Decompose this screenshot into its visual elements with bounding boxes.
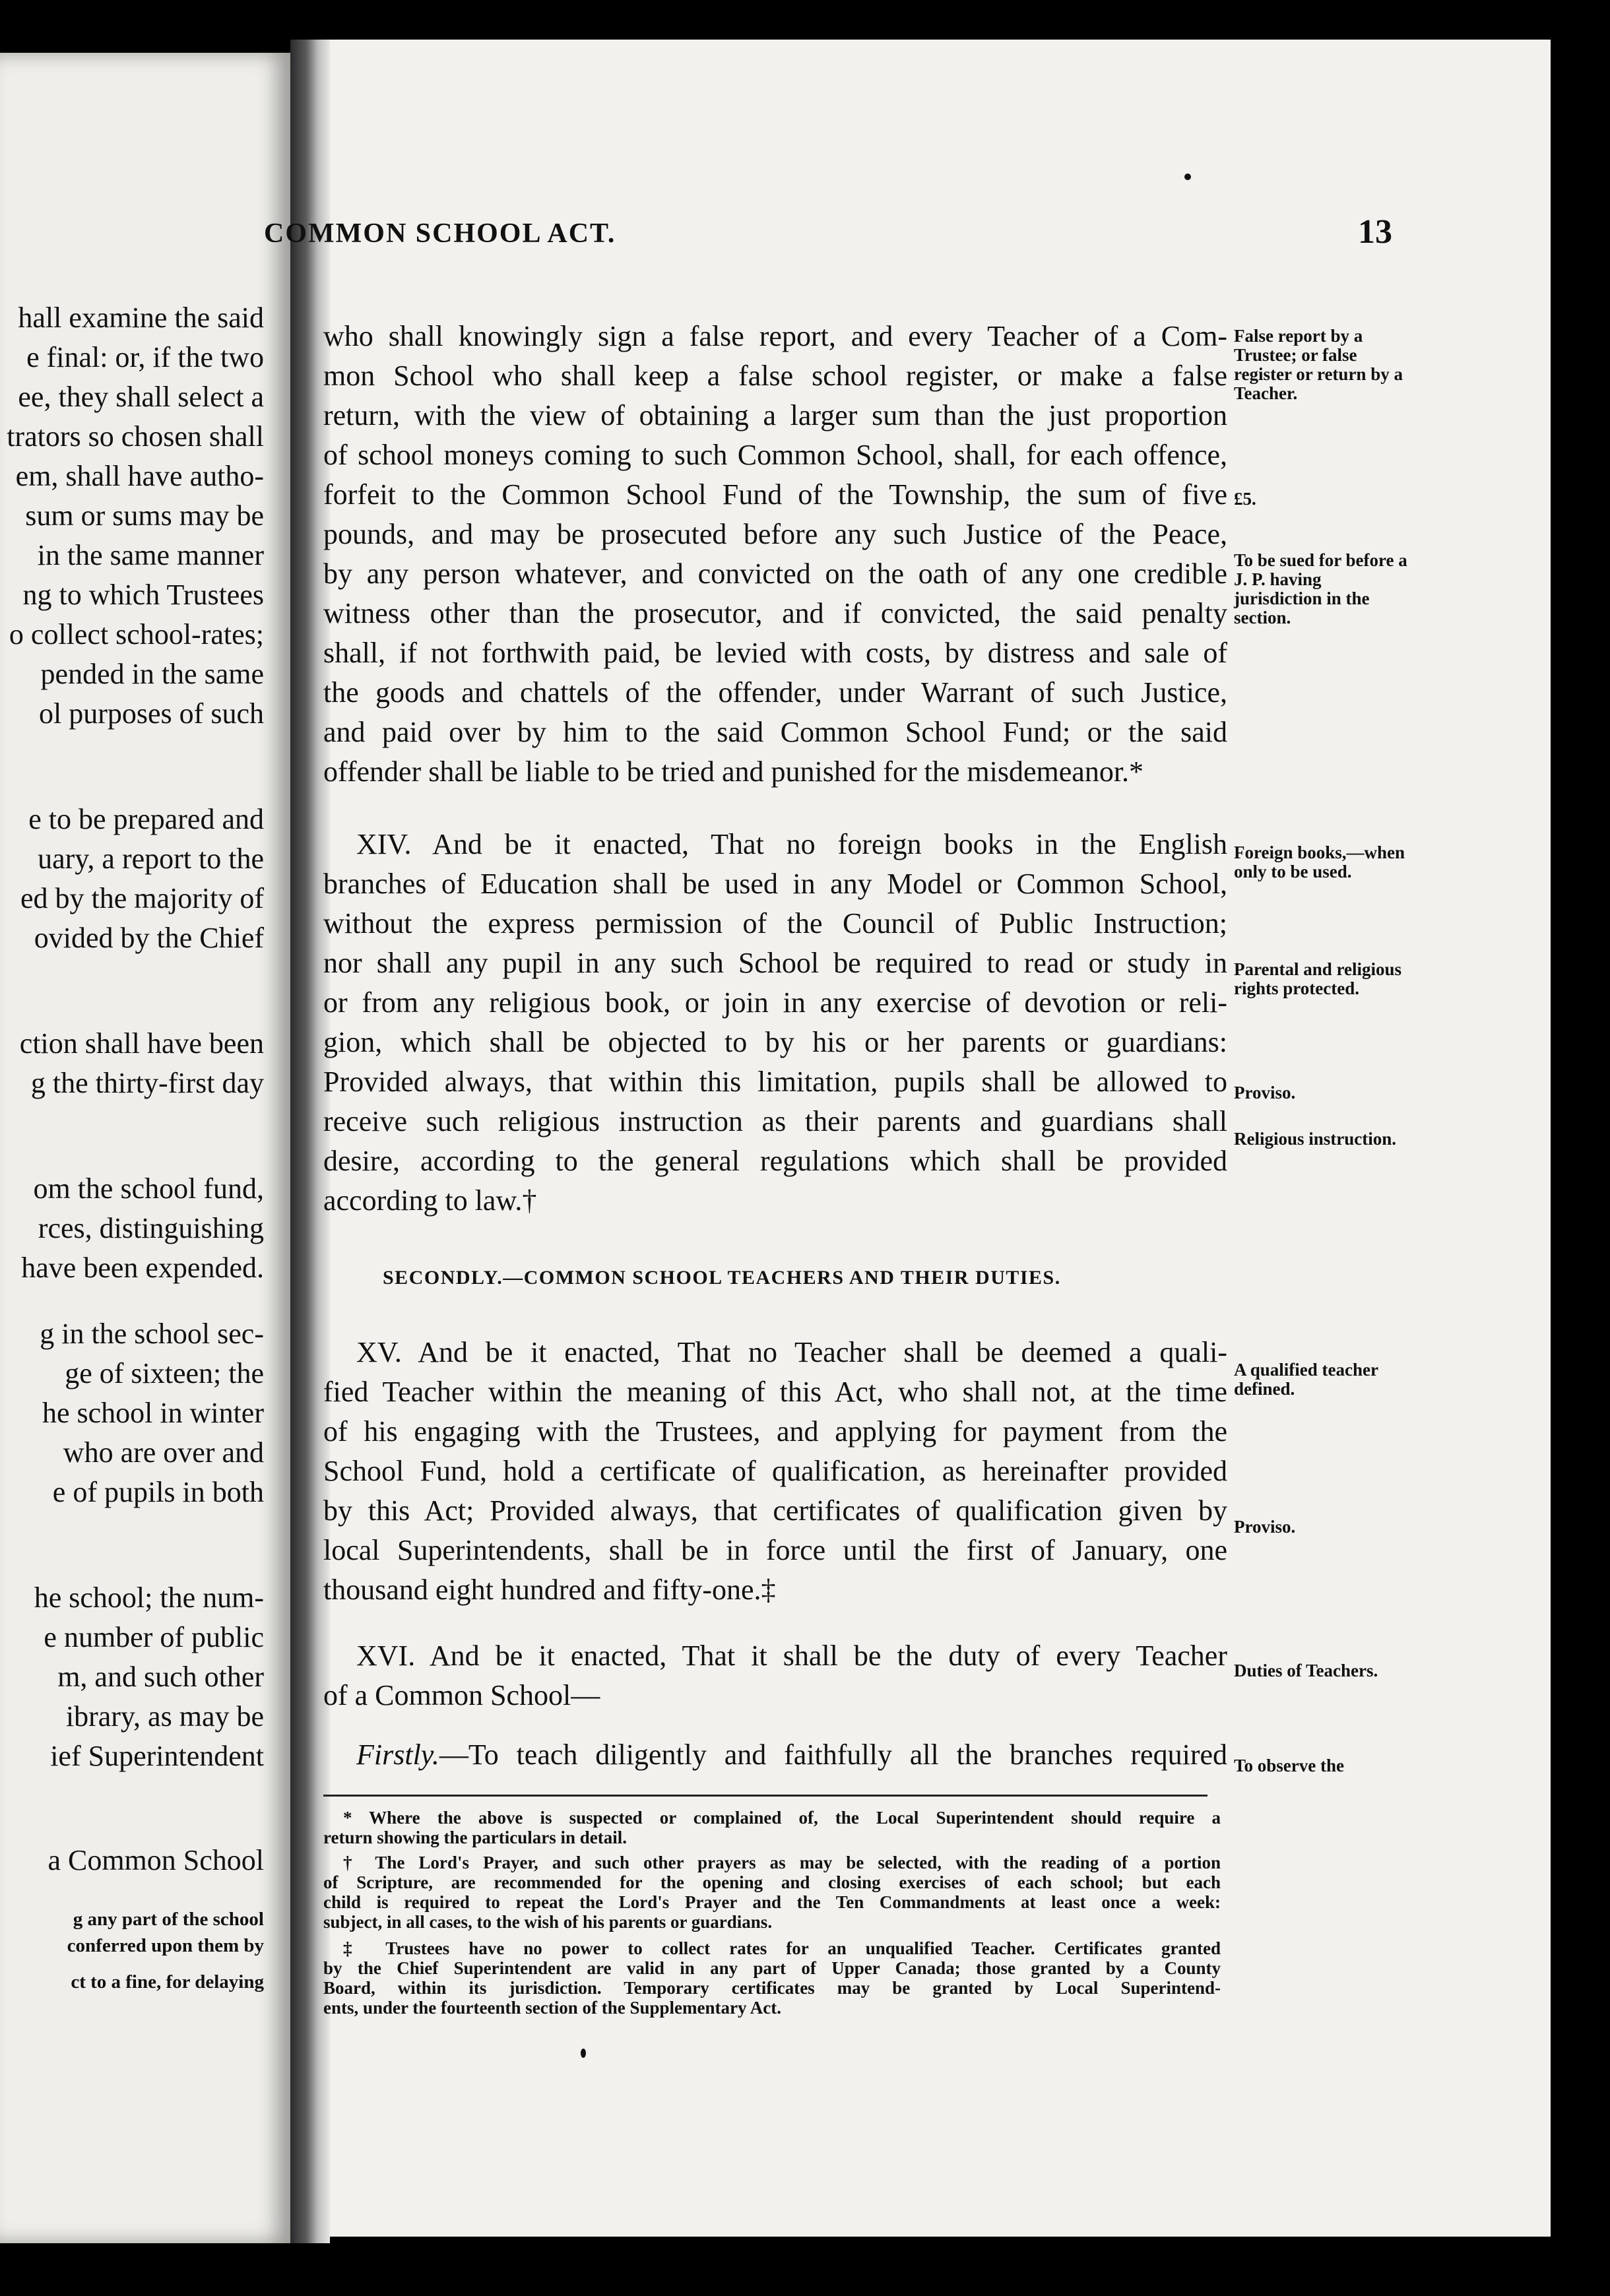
margin-note-foreign-books: Foreign books,—when only to be used. [1234, 843, 1405, 881]
body-line: School Fund, hold a certificate of qualification, as hereinafter provided [323, 1455, 1227, 1487]
margin-note-parental-rights: Parental and religious rights protected. [1234, 959, 1402, 998]
facing-page-line: in the same manner [37, 539, 264, 571]
facing-page-line: ction shall have been [19, 1027, 264, 1060]
body-line: by this Act; Provided always, that certificates of qualification given by [323, 1494, 1227, 1527]
facing-page [0, 53, 290, 2243]
facing-page-line: ge of sixteen; the [65, 1357, 264, 1389]
facing-page-line: o collect school-rates; [9, 618, 264, 651]
facing-page-line: ng to which Trustees [22, 579, 264, 611]
body-line: nor shall any pupil in any such School be required to read or study in [323, 947, 1227, 979]
body-line: offender shall be liable to be tried and punished for the misdemeanor.* [323, 755, 1144, 788]
footnote-line: subject, in all cases, to the wish of his parents or guardians. [323, 1912, 773, 1932]
margin-note-proviso: Proviso. [1234, 1083, 1296, 1102]
ink-speck [581, 2049, 586, 2058]
body-line: desire, according to the general regulations which shall be provided [323, 1145, 1227, 1177]
body-line: gion, which shall be objected to by his or her parents or guardians: [323, 1026, 1227, 1058]
facing-page-line: have been expended. [21, 1252, 264, 1284]
body-line: of a Common School— [323, 1679, 600, 1711]
body-line: pounds, and may be prosecuted before any such Justice of the Peace, [323, 518, 1227, 550]
margin-note-observe: To observe the [1234, 1756, 1344, 1775]
footnote-line: * Where the above is suspected or complained of, the Local Superintendent should require a [343, 1808, 1221, 1828]
body-line: receive such religious instruction as their parents and guardians shall [323, 1105, 1227, 1137]
margin-note-proviso: Proviso. [1234, 1517, 1296, 1537]
footnote-line: ‡ Trustees have no power to collect rates for an unqualified Teacher. Certificates granted [343, 1938, 1221, 1958]
facing-page-line: a Common School [48, 1844, 264, 1876]
section-xiv-heading-line: XIV. And be it enacted, That no foreign books in the English [356, 828, 1227, 860]
body-line: Provided always, that within this limitation, pupils shall be allowed to [323, 1066, 1227, 1098]
footnote-line: † The Lord's Prayer, and such other prayers as may be selected, with the reading of a portion [343, 1853, 1221, 1872]
firstly-line: Firstly.—To teach diligently and faithfully all the branches required [356, 1738, 1227, 1771]
facing-page-line: g any part of the school [73, 1909, 264, 1930]
section-heading: SECONDLY.—COMMON SCHOOL TEACHERS AND THEIR DUTIES. [383, 1267, 1061, 1289]
body-line: thousand eight hundred and fifty-one.‡ [323, 1574, 776, 1606]
facing-page-line: trators so chosen shall [7, 420, 264, 453]
margin-note-jurisdiction: To be sued for before a J. P. having jurisdiction in the section. [1234, 550, 1407, 627]
facing-page-line: ee, they shall select a [18, 381, 264, 413]
margin-note-false-report: False report by a Trustee; or false register or return by a Teacher. [1234, 326, 1403, 403]
footnote-line: Board, within its jurisdiction. Temporary certificates may be granted by Local Superintend- [323, 1978, 1221, 1998]
body-line: by any person whatever, and convicted on the oath of any one credible [323, 558, 1227, 590]
body-line: without the express permission of the Council of Public Instruction; [323, 907, 1227, 940]
body-line: witness other than the prosecutor, and if convicted, the said penalty [323, 597, 1227, 629]
facing-page-line: rces, distinguishing [38, 1212, 264, 1244]
facing-page-line: ol purposes of such [39, 697, 264, 730]
facing-page-line: m, and such other [57, 1661, 264, 1693]
page-number: 13 [1358, 213, 1392, 251]
footnote-rule [323, 1795, 1208, 1797]
body-line: mon School who shall keep a false school register, or make a false [323, 360, 1227, 392]
facing-page-line: he school; the num- [34, 1581, 264, 1614]
margin-note-qualified-teacher: A qualified teacher defined. [1234, 1360, 1378, 1399]
body-line: shall, if not forthwith paid, be levied with costs, by distress and sale of [323, 637, 1227, 669]
facing-page-line: e of pupils in both [52, 1476, 264, 1508]
facing-page-line: ief Superintendent [50, 1740, 264, 1772]
body-line: or from any religious book, or join in any exercise of devotion or reli- [323, 986, 1227, 1019]
facing-page-line: hall examine the said [18, 302, 264, 334]
footnote-line: child is required to repeat the Lord's Prayer and the Ten Commandments at least once a week: [323, 1892, 1221, 1912]
body-line: according to law.† [323, 1184, 537, 1217]
facing-page-line: he school in winter [42, 1397, 264, 1429]
facing-page-line: ed by the majority of [20, 882, 264, 914]
body-line: branches of Education shall be used in any Model or Common School, [323, 868, 1227, 900]
body-line: return, with the view of obtaining a larger sum than the just proportion [323, 399, 1227, 431]
facing-page-line: em, shall have autho- [15, 460, 264, 492]
facing-page-line: ovided by the Chief [34, 922, 264, 954]
margin-note-duties: Duties of Teachers. [1234, 1661, 1378, 1680]
facing-page-line: conferred upon them by [67, 1935, 264, 1956]
running-title: COMMON SCHOOL ACT. [264, 218, 616, 249]
facing-page-line: g in the school sec- [40, 1318, 264, 1350]
body-line: fied Teacher within the meaning of this Act, who shall not, at the time [323, 1376, 1227, 1408]
ink-speck [1184, 174, 1191, 180]
footnote-line: by the Chief Superintendent are valid in any part of Upper Canada; those granted by a County [323, 1958, 1221, 1978]
facing-page-line: sum or sums may be [25, 499, 264, 532]
facing-page-line: ibrary, as may be [65, 1700, 264, 1733]
facing-page-line: uary, a report to the [38, 843, 264, 875]
facing-page-line: g the thirty-first day [30, 1067, 264, 1099]
margin-note-religious-instruction: Religious instruction. [1234, 1129, 1397, 1149]
body-line: of his engaging with the Trustees, and applying for payment from the [323, 1415, 1227, 1448]
firstly-lead: Firstly. [356, 1738, 439, 1771]
body-line: local Superintendents, shall be in force until the first of January, one [323, 1534, 1227, 1566]
body-line: and paid over by him to the said Common School Fund; or the said [323, 716, 1227, 748]
facing-page-line: e final: or, if the two [26, 341, 264, 373]
facing-page-line: who are over and [63, 1436, 264, 1469]
footnote-line: of Scripture, are recommended for the opening and closing exercises of each school; but each [323, 1872, 1221, 1892]
margin-note-pounds: £5. [1234, 489, 1256, 509]
facing-page-line: e to be prepared and [28, 803, 264, 835]
facing-page-line: ct to a fine, for delaying [71, 1971, 264, 1993]
facing-page-line: e number of public [44, 1621, 264, 1653]
body-line: forfeit to the Common School Fund of the Township, the sum of five [323, 478, 1227, 511]
footnote-line: ents, under the fourteenth section of the Supplementary Act. [323, 1998, 781, 2018]
body-line: the goods and chattels of the offender, under Warrant of such Justice, [323, 676, 1227, 709]
section-xv-heading-line: XV. And be it enacted, That no Teacher shall be deemed a quali- [356, 1336, 1227, 1368]
footnote-line: return showing the particulars in detail. [323, 1828, 628, 1847]
section-xvi-heading-line: XVI. And be it enacted, That it shall be the duty of every Teacher [356, 1640, 1227, 1672]
body-line: who shall knowingly sign a false report, and every Teacher of a Com- [323, 320, 1227, 352]
body-line: of school moneys coming to such Common School, shall, for each offence, [323, 439, 1227, 471]
facing-page-line: pended in the same [40, 658, 264, 690]
facing-page-line: om the school fund, [33, 1172, 264, 1205]
